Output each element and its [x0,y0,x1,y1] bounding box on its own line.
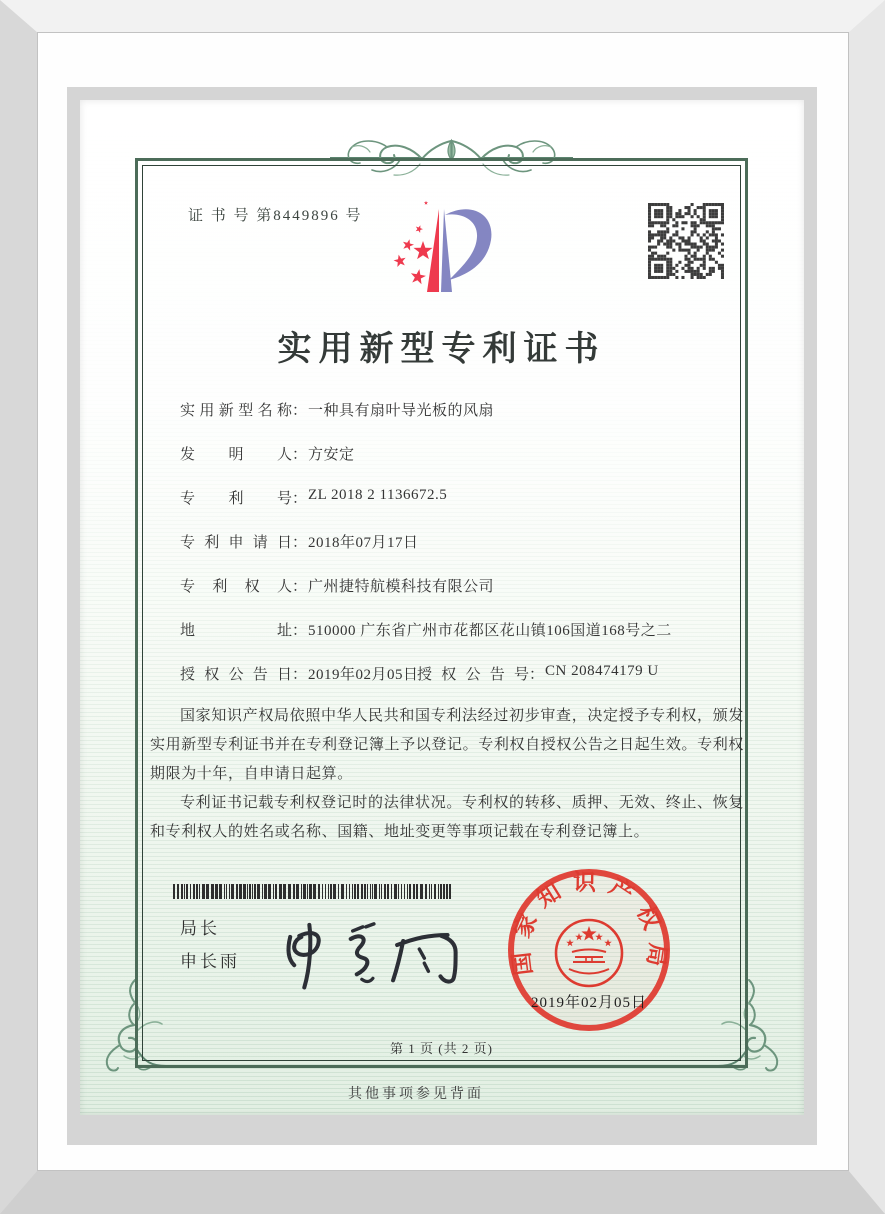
officer-block [180,912,240,978]
legal-text [150,702,744,847]
field-label: 授权公告日 [180,667,292,683]
field-value: 510000 广东省广州市花都区花山镇106国道168号之二 [308,623,672,639]
paragraph: 国家知识产权局依照中华人民共和国专利法经过初步审查，决定授予专利权，颁发实用新型专利证书并在专利登记簿上予以登记。专利权自授权公告之日起生效。专利权期限为十年，自申请日起算。 [150,708,744,782]
grant-number-pair: 授权公告号：CN 208474179 U [417,663,659,683]
field-value: ZL 2018 2 1136672.5 [308,487,448,503]
field-row: 发明人：方安定 [180,443,740,463]
field-value: 广州捷特航模科技有限公司 [308,579,495,595]
page-indicator: 第 1 页 (共 2 页) [390,1041,493,1056]
field-label: 授权公告号 [417,667,529,683]
field-value: 2019年02月05日 [308,667,419,683]
seal-text: 国家知识产权局 [507,869,671,979]
field-label: 专利权人 [180,579,292,595]
field-value: CN 208474179 U [545,663,659,679]
certificate-paper [80,100,804,1115]
field-row: 专利申请日：2018年07月17日 [180,531,740,551]
field-value: 方安定 [308,447,355,463]
mat-opening [67,87,817,1145]
grant-row: 授权公告日：2019年02月05日 授权公告号：CN 208474179 U [180,663,659,683]
field-value: 一种具有扇叶导光板的风扇 [308,403,495,419]
certificate-number: 证 书 号 第8449896 号 [188,208,363,224]
field-list [180,399,740,707]
officer-name: 申长雨 [180,952,240,971]
field-label: 实用新型名称 [180,403,292,419]
field-label: 发明人 [180,447,292,463]
field-label: 专利号 [180,491,292,507]
field-row: 实用新型名称：一种具有扇叶导光板的风扇 [180,399,740,419]
qr-code [648,203,724,279]
field-label: 地址 [180,623,292,639]
patent-office-logo-icon [375,195,515,320]
back-note: 其他事项参见背面 [348,1087,484,1102]
field-row: 专利号：ZL 2018 2 1136672.5 [180,487,448,507]
signature [268,878,500,1000]
seal-date: 2019年02月05日 [530,995,647,1011]
field-row: 专利权人：广州捷特航模科技有限公司 [180,575,740,595]
field-value: 2018年07月17日 [308,535,419,551]
frame-mat [38,33,848,1170]
official-seal [503,863,675,1039]
officer-title: 局长 [180,919,220,938]
certificate-title: 实用新型专利证书 [277,331,606,368]
field-label: 专利申请日 [180,535,292,551]
field-row: 地址：510000 广东省广州市花都区花山镇106国道168号之二 [180,619,740,639]
paragraph: 专利证书记载专利权登记时的法律状况。专利权的转移、质押、无效、终止、恢复和专利权人的姓名或名称、国籍、地址变更等事项记载在专利登记簿上。 [150,795,744,840]
